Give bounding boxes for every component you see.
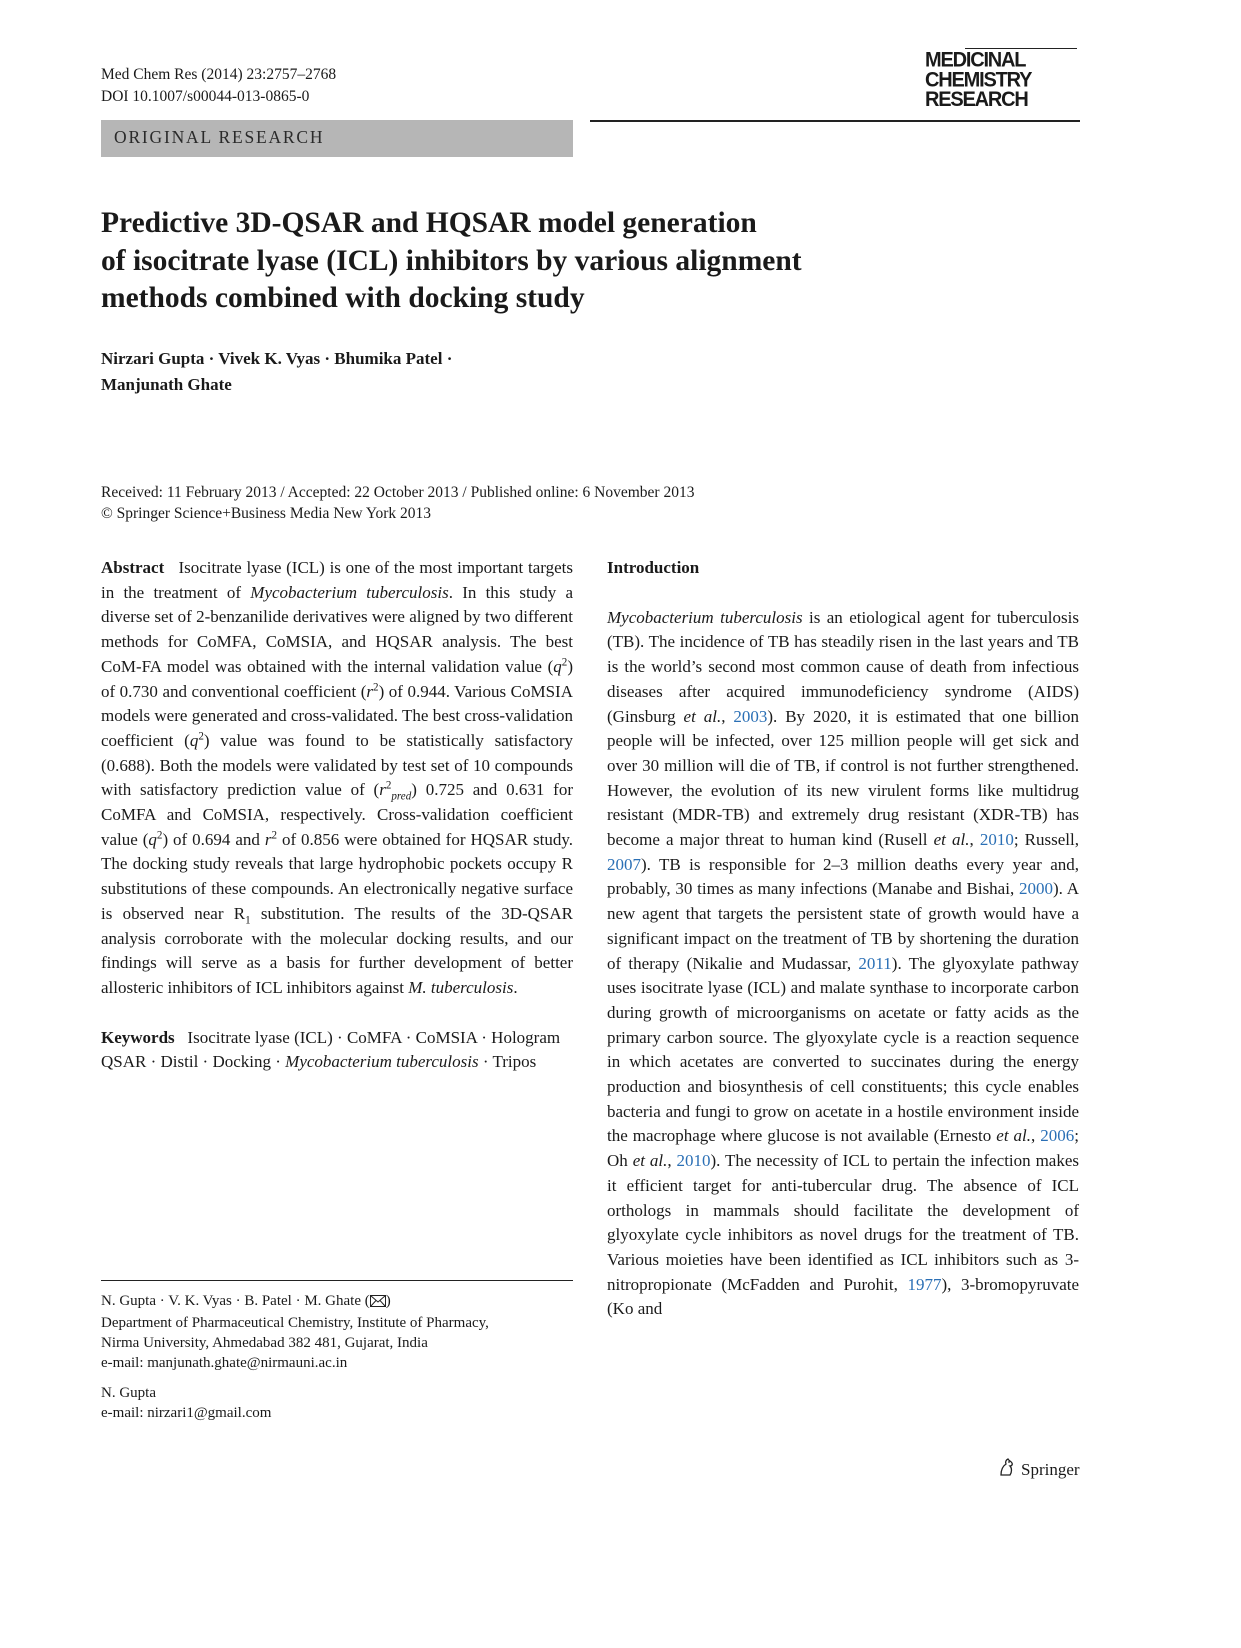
citation-link[interactable]: 2003: [733, 706, 768, 726]
r-symbol: r: [264, 829, 272, 849]
citation-link[interactable]: 2010: [676, 1151, 711, 1171]
abstract-text: Isocitrate lyase (ICL) is one of the most important targets in the treatment of: [101, 558, 573, 602]
superscript: 2: [373, 680, 379, 693]
journal-citation: [101, 64, 336, 108]
abstract-text: substitution. The results of the 3D-QSAR analysis corroborate with the molecular docking results, and our findings will serve as a basis for further development of better allosteric inhibitors of ICL inhibitors against: [101, 903, 573, 997]
springer-horse-icon: [997, 1457, 1017, 1482]
intro-text: ). The glyoxylate pathway uses isocitrate lyase (ICL) and malate synthase to incorporate carbon during growth of microorganisms on acetate or fatty acids as the primary carbon source. The glyoxylate cycle is a reaction sequence in which acetates are converted to succinates during the energy production and biosynthesis of cell constituents; this cycle enables bacteria and fungi to grow on acetate in a hostile environment inside the macrophage where glucose is not available (Ernesto: [607, 953, 1079, 1146]
logo-line-3: RESEARCH: [925, 88, 1028, 112]
abstract-text: of 0.856 were obtained for HQSAR study. The docking study reveals that large hydrophobic pockets occupy R substitutions of these compounds. An electronically negative surface is observed near R: [101, 829, 573, 923]
citation-link[interactable]: 2007: [607, 854, 641, 874]
section-label: ORIGINAL RESEARCH: [114, 127, 325, 147]
publication-dates: [101, 482, 1001, 524]
affiliation-names: [101, 1291, 573, 1313]
intro-italic: Mycobacterium tuberculosis: [607, 607, 803, 627]
header-rule: [590, 120, 1080, 122]
keywords-text: · Tripos: [478, 1052, 537, 1072]
names-text: N. Gupta · V. K. Vyas · B. Patel · M. Ghate (: [101, 1293, 370, 1309]
r-symbol: r: [366, 681, 374, 701]
keywords-heading: Keywords: [101, 1027, 175, 1047]
introduction-text: Mycobacterium tuberculosis is an etiological agent for tuberculosis (TB). The incidence of TB has steadily risen in the last years and TB is the world’s second most common cause of death from infectious diseases after acquired immunodeficiency syndrome (AIDS) (Ginsburg et al., 2003). By 2020, it is estimated that one billion people will be infected, over 125 million people will get sick and over 30 million will die of TB, if control is not further strengthened. However, the evolution of its new virulent forms like multidrug resistant (MDR-TB) and extremely drug resistant (XDR-TB) has become a major threat to human kind (Rusell et al., 2010; Russell, 2007). TB is responsible for 2–3 million deaths every year and, probably, 30 times as many infections (Manabe and Bishai, 2000). A new agent that targets the persistent state of growth would have a significant impact on the treatment of TB by shortening the duration of therapy (Nikalie and Mudassar, 2011). The glyoxylate pathway uses isocitrate lyase (ICL) and malate synthase to incorporate carbon during growth of microorganisms on acetate or fatty acids as the primary carbon source. The glyoxylate cycle is a reaction sequence in which acetates are converted to succinates during the energy production and biosynthesis of cell constituents; this cycle enables bacteria and fungi to grow on acetate in a hostile environment inside the macrophage where glucose is not available (Ernesto et al., 2006; Oh et al., 2010). The necessity of ICL to pertain the infection makes it efficient target for anti-tubercular drug. The absence of ICL orthologs in mammals should facilitate the development of glyoxylate cycle inhibitors as novel drugs for the treatment of TB. Various moieties have been identified as ICL inhibitors such as 3-nitropropionate (McFadden and Purohit, 1977), 3-bromopyruvate (Ko and: [607, 607, 1080, 1319]
subscript-pred: pred: [391, 790, 412, 803]
affiliation-name-2: N. Gupta: [101, 1385, 156, 1401]
authors-line-1: Nirzari Gupta · Vivek K. Vyas · Bhumika Patel ·: [101, 349, 453, 368]
introduction-heading: Introduction: [607, 558, 700, 577]
springer-footer: [997, 1457, 1080, 1482]
abstract-heading: Abstract: [101, 558, 165, 577]
abstract-text: ) of 0.694 and: [162, 829, 265, 849]
doi-line: DOI 10.1007/s00044-013-0865-0: [101, 88, 310, 105]
springer-label: Springer: [1021, 1459, 1080, 1479]
abstract: [101, 556, 573, 1001]
title-line-1: Predictive 3D-QSAR and HQSAR model generation: [101, 207, 757, 239]
article-title: [101, 205, 961, 318]
envelope-icon[interactable]: [370, 1293, 386, 1313]
affiliation-email[interactable]: e-mail: manjunath.ghate@nirmauni.ac.in: [101, 1355, 348, 1371]
citation-link[interactable]: 2000: [1018, 879, 1053, 899]
r-symbol: r: [379, 780, 386, 800]
abstract-italic: Mycobacterium tuberculosis: [250, 582, 449, 602]
citation-link[interactable]: 2010: [979, 830, 1014, 850]
keywords-text: Isocitrate lyase (ICL) · CoMFA · CoMSIA · Hologram QSAR · Distil · Docking ·: [101, 1027, 561, 1072]
journal-logo: [925, 48, 1080, 112]
citation-link[interactable]: 2011: [858, 953, 892, 973]
citation-link[interactable]: 1977: [907, 1274, 942, 1294]
q-symbol: q: [189, 730, 199, 750]
right-column: [607, 556, 1079, 1322]
abstract-text: ) of 0.730 and conventional coefficient (: [101, 656, 573, 701]
abstract-italic: M. tuberculosis: [408, 977, 514, 997]
affiliation-dept: Department of Pharmaceutical Chemistry, Institute of Pharmacy,: [101, 1315, 489, 1331]
intro-text: ). The necessity of ICL to pertain the infection makes it efficient target for anti-tubercular drug. The absence of ICL orthologs in mammals should facilitate the development of glyoxylate cycle inhibitors as novel drugs for the treatment of TB. Various moieties have been identified as ICL inhibitors such as 3-nitropropionate (McFadden and Purohit,: [607, 1151, 1079, 1294]
footnote-rule: [101, 1280, 573, 1281]
q-symbol: q: [148, 829, 157, 849]
title-line-2: of isocitrate lyase (ICL) inhibitors by various alignment: [101, 244, 802, 277]
superscript: 2: [385, 779, 392, 792]
abstract-text: ) of 0.944. Various CoMSIA models were generated and cross-validated. The best cross-validation coefficient (: [101, 681, 573, 750]
logo-line-1: MEDICINAL: [925, 48, 1026, 72]
superscript: 2: [561, 656, 568, 669]
superscript: 2: [198, 730, 204, 743]
keywords-italic: Mycobacterium tuberculosis: [285, 1052, 479, 1072]
intro-text: ). By 2020, it is estimated that one billion people will be infected, over 125 million people will get sick and over 30 million will die of TB, if control is not further strengthened. However, the evolution of its new virulent forms like multidrug resistant (MDR-TB) and extremely drug resistant (XDR-TB) has become a major threat to human kind (Rusell: [607, 706, 1080, 850]
authors-line-2: Manjunath Ghate: [101, 375, 232, 394]
affiliation: [101, 1291, 573, 1423]
intro-etal: et al.: [632, 1151, 668, 1171]
names-text: ): [385, 1293, 391, 1309]
author-list: [101, 346, 601, 398]
intro-etal: et al.: [996, 1126, 1032, 1146]
intro-etal: et al.: [933, 830, 970, 850]
intro-text: ), 3-bromopyruvate (Ko and: [607, 1274, 1080, 1319]
citation-link[interactable]: 2006: [1040, 1126, 1075, 1146]
subscript: 1: [245, 914, 251, 927]
copyright-line: © Springer Science+Business Media New York 2013: [101, 505, 432, 522]
left-column: [101, 556, 573, 1075]
intro-etal: et al.: [683, 706, 722, 726]
dates-line: Received: 11 February 2013 / Accepted: 22 October 2013 / Published online: 6 November 2013: [101, 484, 695, 501]
superscript: 2: [271, 829, 277, 842]
superscript: 2: [156, 829, 163, 842]
journal-line: Med Chem Res (2014) 23:2757–2768: [101, 66, 337, 83]
q-symbol: q: [553, 656, 562, 676]
title-line-3: methods combined with docking study: [101, 282, 585, 314]
abstract-text: .: [513, 977, 518, 997]
abstract-text: ) value was found to be statistically satisfactory (0.688). Both the models were validated by test set of 10 compounds with satisfactory prediction value of (: [101, 730, 574, 800]
intro-text: ). A new agent that targets the persistent state of growth would have a significant impact on the treatment of TB by shortening the duration of therapy (Nikalie and Mudassar,: [607, 879, 1080, 973]
intro-text: ; Oh: [607, 1126, 1080, 1171]
abstract-text: ) 0.725 and 0.631 for CoMFA and CoMSIA, respectively. Cross-validation coefficient value (: [101, 780, 574, 849]
section-band: [101, 120, 573, 157]
affiliation-email-2[interactable]: e-mail: nirzari1@gmail.com: [101, 1405, 272, 1421]
abstract-text: . In this study a diverse set of 2-benzanilide derivatives were aligned by two different methods for CoMFA, CoMSIA, and HQSAR analysis. The best CoM-FA model was obtained with the internal validation value (: [101, 582, 574, 676]
intro-text: ). TB is responsible for 2–3 million deaths every year and, probably, 30 times as many infections (Manabe and Bishai,: [607, 854, 1079, 899]
keywords: [101, 1026, 573, 1075]
affiliation-university: Nirma University, Ahmedabad 382 481, Gujarat, India: [101, 1335, 428, 1351]
intro-text: is an etiological agent for tuberculosis (TB). The incidence of TB has steadily risen in the last years and TB is the world’s second most common cause of death from infectious diseases after acquired immunodeficiency syndrome (AIDS) (Ginsburg: [607, 607, 1079, 726]
intro-text: ; Russell,: [1013, 830, 1079, 850]
logo-line-2: CHEMISTRY: [925, 68, 1032, 92]
